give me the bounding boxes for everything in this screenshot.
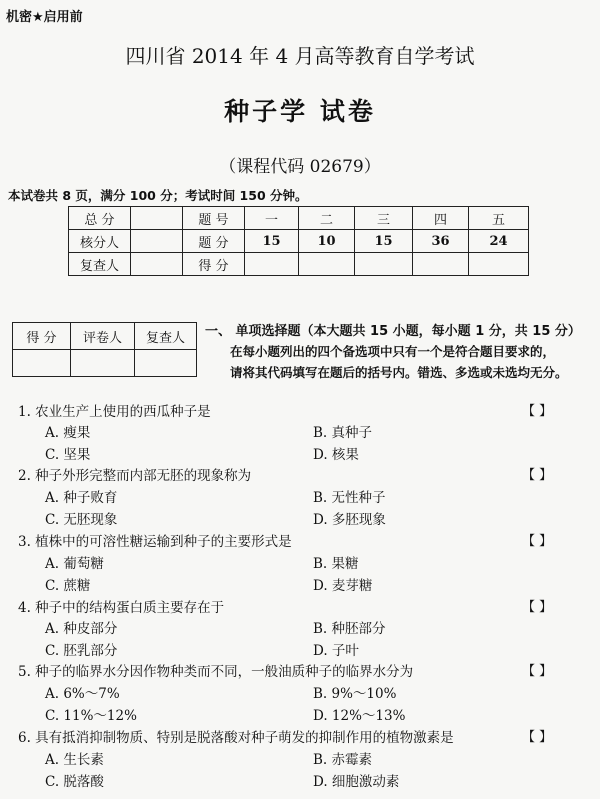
question-4-option-d: D. 子叶 xyxy=(313,643,359,659)
score-cell: 题 分 xyxy=(183,230,245,253)
score-cell[interactable] xyxy=(131,253,183,276)
question-6-stem: 6. 具有抵消抑制物质、特别是脱落酸对种子萌发的抑制作用的植物激素是 xyxy=(18,730,454,746)
grader-score-cell[interactable] xyxy=(13,350,71,377)
exam-title: 四川省 2014 年 4 月高等教育自学考试 xyxy=(125,44,475,68)
score-cell: 得 分 xyxy=(183,253,245,276)
score-cell: 四 xyxy=(413,207,469,230)
score-cell: 三 xyxy=(355,207,413,230)
question-2-option-d: D. 多胚现象 xyxy=(313,512,386,528)
score-cell: 15 xyxy=(245,230,299,253)
question-3-option-c: C. 蔗糖 xyxy=(45,578,91,594)
question-2-option-a: A. 种子败育 xyxy=(45,490,118,506)
grader-header-reviewer: 评卷人 xyxy=(71,323,135,350)
score-row-3 xyxy=(69,253,529,276)
question-4-stem: 4. 种子中的结构蛋白质主要存在于 xyxy=(18,600,225,616)
confidential-label: 机密★启用前 xyxy=(6,10,83,25)
question-3-answer-bracket[interactable]: 【 】 xyxy=(522,534,553,549)
question-5-option-c: C. 11%～12% xyxy=(45,708,137,724)
question-6-option-c: C. 脱落酸 xyxy=(45,774,104,790)
score-cell: 15 xyxy=(355,230,413,253)
grader-reviewer-cell[interactable] xyxy=(71,350,135,377)
exam-instructions: 本试卷共 8 页，满分 100 分；考试时间 150 分钟。 xyxy=(8,188,308,203)
score-cell xyxy=(131,230,183,253)
score-row-2 xyxy=(69,230,529,253)
question-4-answer-bracket[interactable]: 【 】 xyxy=(522,600,553,615)
question-4-option-b: B. 种胚部分 xyxy=(313,621,386,637)
score-cell[interactable] xyxy=(299,253,355,276)
question-2-answer-bracket[interactable]: 【 】 xyxy=(522,468,553,483)
question-1-stem: 1. 农业生产上使用的西瓜种子是 xyxy=(18,404,211,420)
score-cell: 二 xyxy=(299,207,355,230)
score-cell: 24 xyxy=(469,230,529,253)
question-2-option-c: C. 无胚现象 xyxy=(45,512,118,528)
question-6-option-a: A. 生长素 xyxy=(45,752,104,768)
score-cell[interactable] xyxy=(469,253,529,276)
question-1-option-c: C. 坚果 xyxy=(45,447,91,463)
question-1-answer-bracket[interactable]: 【 】 xyxy=(522,404,553,419)
question-4-option-a: A. 种皮部分 xyxy=(45,621,118,637)
section-instruction-2: 请将其代码填写在题后的括号内。错选、多选或未选均无分。 xyxy=(230,365,568,380)
grader-header-checker: 复查人 xyxy=(135,323,197,350)
score-table xyxy=(68,206,529,276)
section-instruction-1: 在每小题列出的四个备选项中只有一个是符合题目要求的， xyxy=(230,344,556,359)
question-6-option-b: B. 赤霉素 xyxy=(313,752,373,768)
question-3-option-a: A. 葡萄糖 xyxy=(45,556,104,572)
score-cell xyxy=(131,207,183,230)
score-cell: 一 xyxy=(245,207,299,230)
score-cell: 复查人 xyxy=(69,253,131,276)
score-cell: 10 xyxy=(299,230,355,253)
grader-header-score: 得 分 xyxy=(13,323,71,350)
score-cell: 总 分 xyxy=(69,207,131,230)
score-cell[interactable] xyxy=(413,253,469,276)
question-6-answer-bracket[interactable]: 【 】 xyxy=(522,730,553,745)
question-5-option-d: D. 12%～13% xyxy=(313,708,406,724)
question-5-answer-bracket[interactable]: 【 】 xyxy=(522,664,553,679)
grader-checker-cell[interactable] xyxy=(135,350,197,377)
score-cell: 36 xyxy=(413,230,469,253)
question-5-option-a: A. 6%～7% xyxy=(45,686,120,702)
question-2-stem: 2. 种子外形完整而内部无胚的现象称为 xyxy=(18,468,252,484)
grader-table xyxy=(12,322,197,377)
question-2-option-b: B. 无性种子 xyxy=(313,490,386,506)
score-cell: 五 xyxy=(469,207,529,230)
score-cell[interactable] xyxy=(245,253,299,276)
score-cell: 核分人 xyxy=(69,230,131,253)
question-6-option-d: D. 细胞激动素 xyxy=(313,774,400,790)
question-1-option-b: B. 真种子 xyxy=(313,425,373,441)
course-code: （课程代码 02679） xyxy=(219,157,381,177)
score-cell[interactable] xyxy=(355,253,413,276)
score-row-1 xyxy=(69,207,529,230)
question-3-option-b: B. 果糖 xyxy=(313,556,359,572)
question-5-option-b: B. 9%～10% xyxy=(313,686,397,702)
question-5-stem: 5. 种子的临界水分因作物种类而不同，一般油质种子的临界水分为 xyxy=(18,664,414,680)
question-1-option-a: A. 瘦果 xyxy=(45,425,91,441)
score-cell: 题 号 xyxy=(183,207,245,230)
question-4-option-c: C. 胚乳部分 xyxy=(45,643,118,659)
section-heading: 一、 单项选择题（本大题共 15 小题，每小题 1 分，共 15 分） xyxy=(205,324,581,339)
subject-title: 种子学 试卷 xyxy=(224,97,376,126)
question-1-option-d: D. 核果 xyxy=(313,447,359,463)
question-3-option-d: D. 麦芽糖 xyxy=(313,578,373,594)
question-3-stem: 3. 植株中的可溶性糖运输到种子的主要形式是 xyxy=(18,534,292,550)
